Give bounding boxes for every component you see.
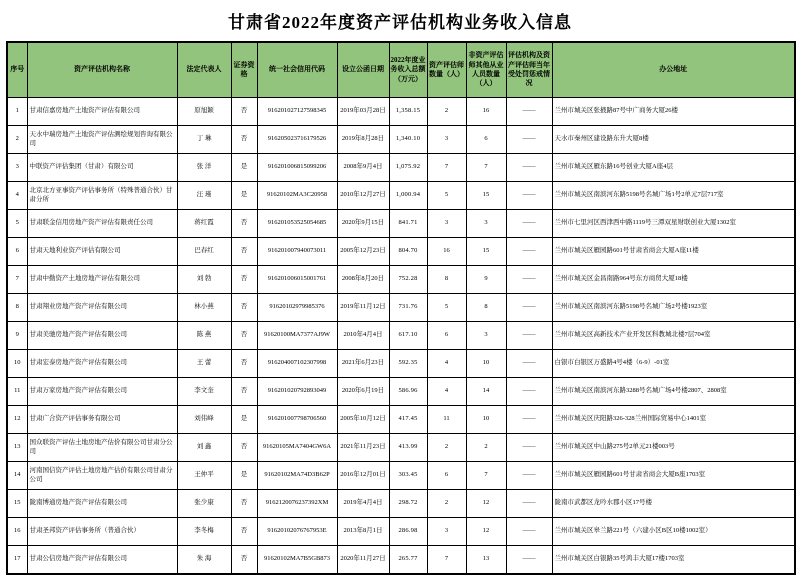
cell-code: 916201027127598345 (257, 98, 337, 126)
cell-penalty: —— (506, 322, 552, 350)
cell-sec: 否 (231, 518, 257, 546)
cell-appraisers: 16 (427, 238, 466, 266)
cell-income: 592.35 (389, 350, 427, 378)
cell-appraisers: 6 (427, 322, 466, 350)
cell-appraisers: 5 (427, 294, 466, 322)
cell-address: 兰州市城关区雁园路601号甘肃省商会大厦A座11楼 (552, 238, 795, 266)
cell-income: 298.72 (389, 490, 427, 518)
table-row (7, 126, 795, 154)
cell-appraisers: 11 (427, 406, 466, 434)
cell-address: 白银市白银区万盛路4号4楼（6-9）-01室 (552, 350, 795, 378)
table-header (7, 42, 795, 98)
cell-no: 3 (7, 154, 27, 182)
cell-rep: 刘伟峰 (177, 406, 231, 434)
cell-penalty: —— (506, 490, 552, 518)
cell-rep: 王仲平 (177, 462, 231, 490)
cell-date: 2020年11月27日 (337, 546, 389, 575)
cell-penalty: —— (506, 518, 552, 546)
cell-income: 1,000.94 (389, 182, 427, 210)
cell-date: 2010年12月27日 (337, 182, 389, 210)
cell-rep: 张 洋 (177, 154, 231, 182)
cell-others: 2 (466, 434, 506, 462)
cell-address: 天水市秦州区建设路东升大厦8楼 (552, 126, 795, 154)
cell-others: 15 (466, 182, 506, 210)
cell-code: 916204007102307998 (257, 350, 337, 378)
cell-sec: 否 (231, 434, 257, 462)
cell-appraisers: 5 (427, 182, 466, 210)
cell-code: 91620105MA7404GW6A (257, 434, 337, 462)
cell-penalty: —— (506, 378, 552, 406)
cell-appraisers: 3 (427, 126, 466, 154)
cell-income: 265.77 (389, 546, 427, 575)
cell-name: 甘肃宏泰房地产资产评估有限公司 (27, 350, 177, 378)
column-header-others: 非资产评估师其他从业人员数量（人） (466, 42, 506, 98)
cell-name: 北京北方亚事资产评估事务所（特殊普通合伙）甘肃分所 (27, 182, 177, 210)
cell-sec: 否 (231, 266, 257, 294)
cell-date: 2016年12月01日 (337, 462, 389, 490)
cell-penalty: —— (506, 154, 552, 182)
cell-income: 303.45 (389, 462, 427, 490)
table-row (7, 182, 795, 210)
cell-no: 5 (7, 210, 27, 238)
cell-date: 2019年4月4日 (337, 490, 389, 518)
cell-others: 3 (466, 322, 506, 350)
cell-date: 2005年12月23日 (337, 238, 389, 266)
cell-address: 兰州市城关区庆阳路326-328兰州国际贸易中心1401室 (552, 406, 795, 434)
cell-rep: 原旭颖 (177, 98, 231, 126)
cell-name: 甘肃圣邦资产评估事务所（普通合伙） (27, 518, 177, 546)
cell-name: 中联资产评估集团（甘肃）有限公司 (27, 154, 177, 182)
cell-address: 兰州市城关区雁东路16号创业大厦A座4层 (552, 154, 795, 182)
cell-code: 91620102MA74D3B62P (257, 462, 337, 490)
cell-name: 甘肃信嘉房地产土地资产评估有限公司 (27, 98, 177, 126)
cell-others: 9 (466, 266, 506, 294)
table-row (7, 98, 795, 126)
cell-income: 804.70 (389, 238, 427, 266)
cell-sec: 否 (231, 546, 257, 575)
cell-date: 2019年8月28日 (337, 126, 389, 154)
cell-sec: 是 (231, 182, 257, 210)
cell-address: 兰州市城关区南滨河东路5198号名城广场2号楼1923室 (552, 294, 795, 322)
cell-penalty: —— (506, 266, 552, 294)
cell-others: 13 (466, 546, 506, 575)
column-header-rep: 法定代表人 (177, 42, 231, 98)
cell-address: 兰州市城关区皋兰路221号（六建小区B区10楼1002室） (552, 518, 795, 546)
table-row (7, 350, 795, 378)
cell-rep: 张少康 (177, 490, 231, 518)
cell-rep: 林小燕 (177, 294, 231, 322)
cell-penalty: —— (506, 98, 552, 126)
cell-address: 兰州市城关区南滨河东路5198号名城广场1号2单元7层717室 (552, 182, 795, 210)
cell-name: 甘肃广合资产评估事务有限公司 (27, 406, 177, 434)
cell-income: 586.96 (389, 378, 427, 406)
table-row (7, 210, 795, 238)
cell-code: 916201007798706560 (257, 406, 337, 434)
column-header-income: 2022年度业务收入总额（万元） (389, 42, 427, 98)
cell-rep: 蒋红霞 (177, 210, 231, 238)
cell-income: 1,358.15 (389, 98, 427, 126)
column-header-penalty: 评估机构及资产评估师当年受处罚惩戒情况 (506, 42, 552, 98)
cell-no: 16 (7, 518, 27, 546)
cell-name: 国众联资产评估土地房地产估价有限公司甘肃分公司 (27, 434, 177, 462)
cell-date: 2021年6月23日 (337, 350, 389, 378)
table-row (7, 490, 795, 518)
cell-penalty: —— (506, 126, 552, 154)
cell-others: 15 (466, 238, 506, 266)
cell-rep: 巴春红 (177, 238, 231, 266)
cell-others: 14 (466, 378, 506, 406)
cell-date: 2010年4月4日 (337, 322, 389, 350)
table-row (7, 266, 795, 294)
table-row (7, 546, 795, 575)
cell-date: 2005年10月12日 (337, 406, 389, 434)
cell-no: 11 (7, 378, 27, 406)
cell-no: 14 (7, 462, 27, 490)
cell-address: 兰州市城关区张掖路87号中广商务大厦26楼 (552, 98, 795, 126)
page-title: 甘肃省2022年度资产评估机构业务收入信息 (228, 13, 572, 32)
cell-rep: 汪 瑾 (177, 182, 231, 210)
table-row (7, 378, 795, 406)
cell-code: 916201006815099206 (257, 154, 337, 182)
cell-name: 河南国信资产评估土地房地产估价有限公司甘肃分公司 (27, 462, 177, 490)
cell-rep: 丁 琳 (177, 126, 231, 154)
cell-others: 10 (466, 350, 506, 378)
table-row (7, 518, 795, 546)
cell-address: 兰州市城关区中山路275号2单元21楼003号 (552, 434, 795, 462)
cell-others: 3 (466, 210, 506, 238)
cell-name: 甘肃美驰房地产资产评估有限公司 (27, 322, 177, 350)
cell-sec: 否 (231, 378, 257, 406)
cell-address: 陇南市武都区龙吟水郡小区17号楼 (552, 490, 795, 518)
cell-name: 甘肃万家房地产资产评估有限公司 (27, 378, 177, 406)
cell-sec: 否 (231, 350, 257, 378)
cell-penalty: —— (506, 434, 552, 462)
cell-appraisers: 3 (427, 210, 466, 238)
cell-address: 兰州市城关区雁园路601号甘肃省商会大厦B座1703室 (552, 462, 795, 490)
cell-income: 417.45 (389, 406, 427, 434)
cell-date: 2019年03月28日 (337, 98, 389, 126)
cell-address: 兰州市城关区白银路35号鸿丰大厦17楼1703室 (552, 546, 795, 575)
cell-penalty: —— (506, 462, 552, 490)
cell-no: 12 (7, 406, 27, 434)
cell-code: 91620102MA7B5GB873 (257, 546, 337, 575)
cell-code: 91620102979985376 (257, 294, 337, 322)
cell-name: 天水中瑞房地产土地资产评估测绘规划咨询有限公司 (27, 126, 177, 154)
cell-no: 10 (7, 350, 27, 378)
cell-no: 15 (7, 490, 27, 518)
cell-rep: 李冬梅 (177, 518, 231, 546)
cell-rep: 王 蕾 (177, 350, 231, 378)
cell-penalty: —— (506, 406, 552, 434)
cell-sec: 否 (231, 294, 257, 322)
cell-income: 1,075.92 (389, 154, 427, 182)
cell-appraisers: 7 (427, 154, 466, 182)
cell-address: 兰州市城关区金昌南路964号东方商贸大厦18楼 (552, 266, 795, 294)
cell-code: 916201020792893049 (257, 378, 337, 406)
table-row (7, 434, 795, 462)
cell-code: 91620102MA3C20958 (257, 182, 337, 210)
cell-rep: 李文奎 (177, 378, 231, 406)
cell-no: 7 (7, 266, 27, 294)
column-header-address: 办公地址 (552, 42, 795, 98)
cell-penalty: —— (506, 350, 552, 378)
column-header-appraisers: 资产评估师数量（人） (427, 42, 466, 98)
table-body (7, 98, 795, 575)
cell-rep: 刘 鑫 (177, 434, 231, 462)
cell-others: 10 (466, 406, 506, 434)
table-row (7, 294, 795, 322)
cell-address: 兰州市城关区高新技术产业开发区科教城北楼7层704室 (552, 322, 795, 350)
column-header-sec: 证券资格 (231, 42, 257, 98)
cell-sec: 是 (231, 406, 257, 434)
cell-sec: 否 (231, 210, 257, 238)
cell-sec: 否 (231, 98, 257, 126)
cell-sec: 否 (231, 126, 257, 154)
cell-no: 4 (7, 182, 27, 210)
cell-no: 13 (7, 434, 27, 462)
cell-appraisers: 2 (427, 490, 466, 518)
cell-date: 2021年11月23日 (337, 434, 389, 462)
table-row (7, 406, 795, 434)
cell-income: 731.76 (389, 294, 427, 322)
cell-sec: 否 (231, 238, 257, 266)
cell-name: 甘肃联金信用房地产资产评估有限责任公司 (27, 210, 177, 238)
cell-code: 916201007940073011 (257, 238, 337, 266)
cell-others: 8 (466, 294, 506, 322)
cell-name: 甘肃中勤资产土地房地产评估有限公司 (27, 266, 177, 294)
cell-others: 12 (466, 490, 506, 518)
cell-rep: 朱 海 (177, 546, 231, 575)
cell-others: 7 (466, 154, 506, 182)
cell-code: 91620102076767953E (257, 518, 337, 546)
cell-appraisers: 4 (427, 350, 466, 378)
cell-appraisers: 6 (427, 462, 466, 490)
cell-income: 752.28 (389, 266, 427, 294)
cell-name: 陇南博通房地产资产评估有限公司 (27, 490, 177, 518)
cell-code: 916201006015001761 (257, 266, 337, 294)
cell-name: 甘肃翔业房地产资产评估有限公司 (27, 294, 177, 322)
cell-sec: 是 (231, 154, 257, 182)
cell-penalty: —— (506, 546, 552, 575)
cell-no: 9 (7, 322, 27, 350)
cell-code: 9162120076237392XM (257, 490, 337, 518)
cell-appraisers: 2 (427, 434, 466, 462)
table-header-row (7, 42, 795, 98)
cell-appraisers: 7 (427, 546, 466, 575)
cell-date: 2020年9月15日 (337, 210, 389, 238)
table-row (7, 462, 795, 490)
cell-no: 6 (7, 238, 27, 266)
cell-appraisers: 8 (427, 266, 466, 294)
cell-penalty: —— (506, 294, 552, 322)
column-header-no: 序号 (7, 42, 27, 98)
cell-date: 2008年8月20日 (337, 266, 389, 294)
table-row (7, 322, 795, 350)
cell-date: 2019年11月12日 (337, 294, 389, 322)
cell-address: 兰州市七里河区西津西中路1119号三潭双星财联创业大厦1302室 (552, 210, 795, 238)
cell-no: 2 (7, 126, 27, 154)
cell-income: 286.98 (389, 518, 427, 546)
cell-appraisers: 2 (427, 98, 466, 126)
cell-penalty: —— (506, 210, 552, 238)
cell-address: 兰州市城关区南滨河东路3288号名城广场4号楼2807、2808室 (552, 378, 795, 406)
cell-income: 841.71 (389, 210, 427, 238)
cell-date: 2013年8月1日 (337, 518, 389, 546)
cell-sec: 否 (231, 322, 257, 350)
cell-income: 1,340.10 (389, 126, 427, 154)
cell-income: 413.99 (389, 434, 427, 462)
column-header-code: 统一社会信用代码 (257, 42, 337, 98)
cell-name: 甘肃公信房地产资产评估有限公司 (27, 546, 177, 575)
cell-rep: 刘 勃 (177, 266, 231, 294)
cell-code: 91620100MA7377AJ9W (257, 322, 337, 350)
cell-sec: 否 (231, 490, 257, 518)
cell-no: 17 (7, 546, 27, 575)
cell-others: 6 (466, 126, 506, 154)
cell-date: 2020年6月19日 (337, 378, 389, 406)
income-table (6, 41, 796, 575)
cell-penalty: —— (506, 182, 552, 210)
cell-others: 7 (466, 462, 506, 490)
cell-name: 甘肃天地利业资产评估有限公司 (27, 238, 177, 266)
cell-appraisers: 3 (427, 518, 466, 546)
table-row (7, 238, 795, 266)
cell-code: 916205023716179526 (257, 126, 337, 154)
cell-others: 16 (466, 98, 506, 126)
cell-no: 8 (7, 294, 27, 322)
cell-income: 617.10 (389, 322, 427, 350)
cell-penalty: —— (506, 238, 552, 266)
cell-rep: 陈 燕 (177, 322, 231, 350)
cell-date: 2008年9月4日 (337, 154, 389, 182)
column-header-date: 设立公函日期 (337, 42, 389, 98)
cell-code: 916201053525054685 (257, 210, 337, 238)
cell-appraisers: 4 (427, 378, 466, 406)
cell-no: 1 (7, 98, 27, 126)
cell-others: 12 (466, 518, 506, 546)
cell-sec: 是 (231, 462, 257, 490)
table-row (7, 154, 795, 182)
column-header-name: 资产评估机构名称 (27, 42, 177, 98)
